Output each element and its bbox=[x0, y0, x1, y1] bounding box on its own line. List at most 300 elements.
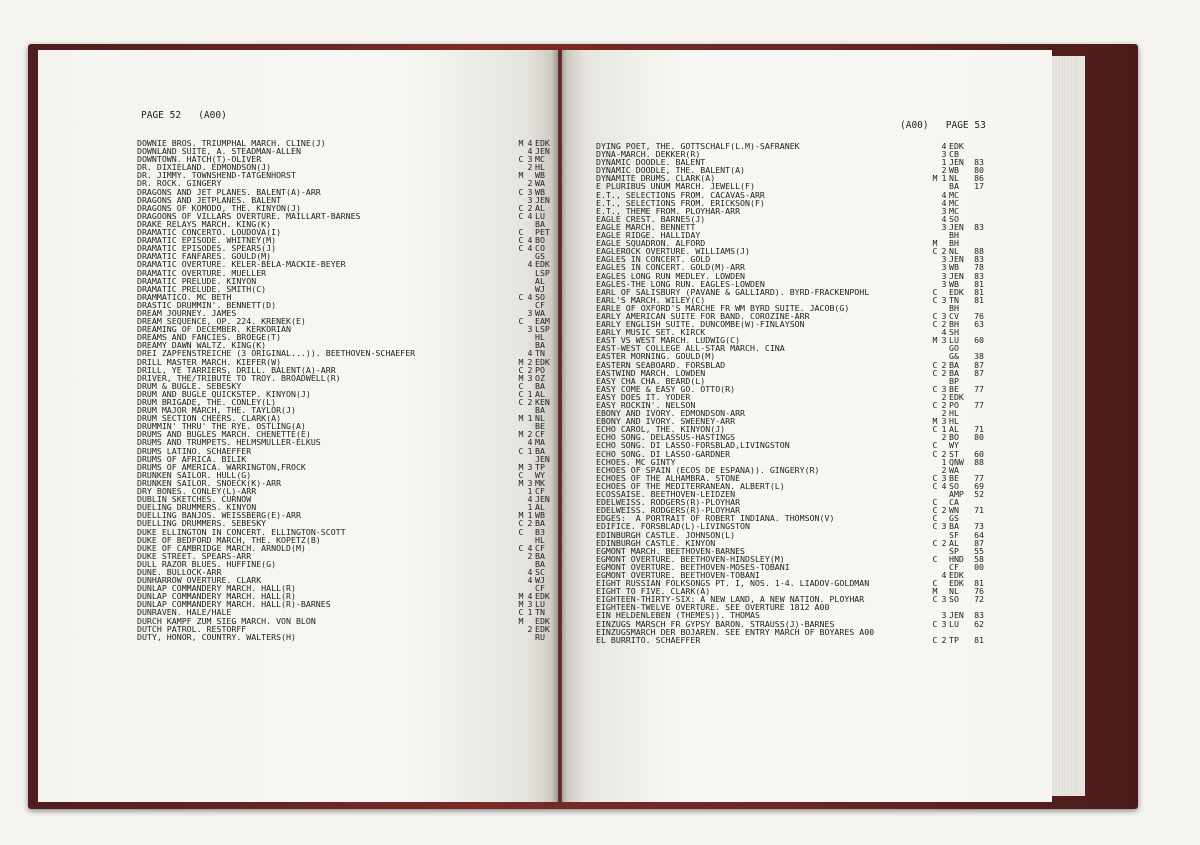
entry-publisher: BH bbox=[949, 319, 959, 330]
entry-title: DUKE OF BEDFORD MARCH, THE. KOPETZ(B) bbox=[137, 534, 321, 545]
entry-title: DREAM JOURNEY. JAMES bbox=[137, 307, 237, 318]
right-entries-list bbox=[596, 142, 1026, 644]
entry-title: DREI ZAPFENSTREICHE (3 ORIGINAL...)). BEETHOVEN-SCHAEFER bbox=[137, 348, 416, 359]
entry-title: DRUM SECTION CHEERS. CLARK(A) bbox=[137, 413, 282, 424]
entry-year: 62 bbox=[974, 618, 984, 629]
entry-title: DREAMING OF DECEMBER. KERKORIAN bbox=[137, 324, 291, 335]
entry-publisher: LU bbox=[535, 210, 545, 221]
entry-title: EAGLES LONG RUN MEDLEY. LOWDEN bbox=[596, 270, 746, 281]
entry-year: 87 bbox=[974, 367, 984, 378]
page-edges bbox=[1050, 56, 1085, 796]
entry-title: DRASTIC DRUMMIN'. BENNETT(D) bbox=[137, 299, 277, 310]
entry-title: EAGLE MARCH. BENNETT bbox=[596, 221, 696, 232]
entry-title: DRAMATIC CONCERTO. LOUDOVA(I) bbox=[137, 227, 282, 238]
entry-year: 58 bbox=[974, 553, 984, 564]
entry-title: EGMONT MARCH. BEETHOVEN-BARNES bbox=[596, 545, 746, 556]
entry-title: EARL OF SALISBURY (PAVANE & GALLIARD). BYRD-FRACKENPOHL bbox=[596, 286, 870, 297]
entry-code: C bbox=[932, 383, 938, 394]
entry-code: M bbox=[932, 173, 938, 184]
entry-year: 71 bbox=[974, 424, 984, 435]
entry-grade: 4 bbox=[941, 569, 947, 580]
entry-year: 81 bbox=[974, 278, 984, 289]
entry-title: DUKE OF CAMBRIDGE MARCH. ARNOLD(M) bbox=[137, 542, 306, 553]
entry-publisher: WA bbox=[535, 178, 545, 189]
entry-publisher: JEN bbox=[949, 157, 964, 168]
entry-title: EAGLES-THE LONG RUN. EAGLES-LOWDEN bbox=[596, 278, 765, 289]
entry-publisher: EDK bbox=[535, 356, 550, 367]
entry-title: EARLY ENGLISH SUITE. DUNCOMBE(W)-FINLAYSON bbox=[596, 319, 805, 330]
entry-publisher: EDK bbox=[535, 623, 550, 634]
entry-year: 88 bbox=[974, 456, 984, 467]
entry-publisher: BP bbox=[949, 375, 959, 386]
entry-grade: 4 bbox=[941, 327, 947, 338]
entry-publisher: EDK bbox=[535, 615, 550, 626]
entry-title: DRUM & BUGLE. SEBESKY bbox=[137, 380, 242, 391]
entry-publisher: BA bbox=[535, 518, 545, 529]
entry-title: DRUM BRIGADE, THE. CONLEY(L) bbox=[137, 397, 277, 407]
entry-publisher: SH bbox=[949, 327, 959, 338]
entry-year: 76 bbox=[974, 586, 984, 597]
entry-title: DREAMY DAWN WALTZ. KING(K) bbox=[137, 340, 267, 351]
entry-publisher: JEN bbox=[535, 146, 550, 157]
right-page bbox=[562, 50, 1052, 802]
entry-publisher: AMP bbox=[949, 489, 964, 500]
entry-year: 86 bbox=[974, 173, 984, 184]
entry-title: DRAMATIC PRELUDE. SMITH(C) bbox=[137, 283, 267, 294]
entry-year: 60 bbox=[974, 448, 984, 459]
entry-publisher: LSP bbox=[535, 324, 550, 335]
entry-grade: 4 bbox=[527, 348, 533, 359]
entry-publisher: TN bbox=[949, 294, 959, 305]
entry-code: C bbox=[932, 367, 938, 378]
entry-grade: 3 bbox=[941, 472, 947, 483]
entry-title: ECHO SONG. DI LASSO-GARDNER bbox=[596, 448, 731, 459]
entry-year: 71 bbox=[974, 505, 984, 516]
entry-publisher: RU bbox=[535, 631, 545, 642]
entry-code: C bbox=[518, 397, 524, 407]
entry-publisher: TP bbox=[535, 461, 545, 472]
entry-title: DRUNKEN SAILOR. SNOECK(K)-ARR bbox=[137, 477, 282, 488]
entry-publisher: BA bbox=[535, 405, 545, 416]
entry-publisher: JEN bbox=[535, 194, 550, 205]
entry-publisher: ST bbox=[949, 448, 959, 459]
entry-title: EAST-WEST COLLEGE ALL-STAR MARCH. CINA bbox=[596, 343, 785, 354]
entry-title: EGMONT OVERTURE. BEETHOVEN-MOSES-TOBANI bbox=[596, 561, 790, 572]
entry-title: DOWNTOWN. HATCH(T)-OLIVER bbox=[137, 154, 262, 165]
entry-title: DRILL MASTER MARCH. KIEFER(W) bbox=[137, 356, 282, 367]
entry-title: DRUMS LATINO. SCHAEFFER bbox=[137, 445, 252, 456]
entry-title: DRAGONS AND JETPLANES. BALENT bbox=[137, 194, 282, 205]
entry-title: DYNA-MARCH. DEKKER(R) bbox=[596, 149, 701, 160]
entry-title: DRIVER, THE/TRIBUTE TO TROY. BROADWELL(R) bbox=[137, 372, 341, 383]
entry-title: DUBLIN SKETCHES. CURNOW bbox=[137, 494, 252, 505]
entry-title: DR. DIXIELAND. EDMONDSON(J) bbox=[137, 162, 272, 173]
entry-grade: 1 bbox=[527, 502, 533, 513]
entry-title: DUNRAVEN. HALE/HALE bbox=[137, 607, 232, 618]
entry-title: DUTCH PATROL. RESTORFF bbox=[137, 623, 247, 634]
entry-publisher: WB bbox=[535, 170, 545, 181]
entry-code: C bbox=[518, 316, 524, 327]
entry-publisher: PET bbox=[535, 227, 550, 238]
entry-code: M bbox=[518, 510, 524, 521]
entry-code: C bbox=[932, 359, 938, 370]
entry-code: C bbox=[932, 497, 938, 508]
entry-title: DRUNKEN SAILOR. HULL(G) bbox=[137, 469, 252, 480]
entry-publisher: JEN bbox=[535, 453, 550, 464]
entry-publisher: HL bbox=[535, 534, 545, 545]
entry-grade: 2 bbox=[941, 319, 947, 330]
entry-year: 87 bbox=[974, 537, 984, 548]
entry-grade: 2 bbox=[941, 391, 947, 402]
entry-publisher: JEN bbox=[949, 610, 964, 621]
entry-code: C bbox=[518, 243, 524, 254]
left-entries-list bbox=[137, 139, 567, 641]
entry-publisher: SO bbox=[949, 594, 959, 605]
entry-publisher: LU bbox=[949, 618, 959, 629]
entry-title: DRAGOONS OF VILLARS OVERTURE. MAILLART-BARNES bbox=[137, 210, 361, 221]
entry-year: 81 bbox=[974, 578, 984, 589]
entry-year: 17 bbox=[974, 181, 984, 192]
entry-publisher: PO bbox=[535, 364, 545, 375]
entry-code: C bbox=[518, 542, 524, 553]
entry-publisher: PO bbox=[949, 400, 959, 410]
entry-publisher: SF bbox=[949, 529, 959, 540]
entry-grade: 1 bbox=[527, 510, 533, 521]
entry-title: EGMONT OVERTURE. BEETHOVEN-TOBANI bbox=[596, 569, 760, 580]
entry-grade: 4 bbox=[941, 480, 947, 491]
entry-publisher: EDK bbox=[949, 569, 964, 580]
entry-publisher: BA bbox=[535, 550, 545, 561]
entry-publisher: SC bbox=[535, 566, 545, 577]
entry-title: DR. JIMMY. TOWNSHEND-TATGENHORST bbox=[137, 170, 296, 181]
entry-year: 69 bbox=[974, 480, 984, 491]
entry-publisher: MC bbox=[949, 189, 959, 200]
entry-title: DRILL, YE TARRIERS, DRILL. BALENT(A)-ARR bbox=[137, 364, 336, 375]
entry-title: DRAMATIC EPISODE. WHITNEY(M) bbox=[137, 235, 277, 246]
entry-publisher: NL bbox=[949, 173, 959, 184]
entry-code: M bbox=[518, 356, 524, 367]
entry-code: C bbox=[932, 472, 938, 483]
entry-title: EDIFICE. FORSBLAD(L)-LIVINGSTON bbox=[596, 521, 750, 532]
entry-grade: 4 bbox=[527, 291, 533, 302]
entry-title: EASY COME & EASY GO. OTTO(R) bbox=[596, 383, 736, 394]
entry-publisher: AL bbox=[949, 424, 959, 435]
entry-title: DYNAMITE DRUMS. CLARK(A) bbox=[596, 173, 716, 184]
entry-publisher: WY bbox=[949, 440, 959, 451]
entry-year: 88 bbox=[974, 246, 984, 257]
entry-code: C bbox=[932, 440, 938, 451]
entry-grade: 4 bbox=[527, 575, 533, 586]
left-page-header: PAGE 52 (A00) bbox=[141, 110, 227, 121]
entry-publisher: G& bbox=[949, 351, 959, 362]
entry-publisher: BA bbox=[535, 558, 545, 569]
entry-grade: 3 bbox=[941, 205, 947, 216]
entry-grade: 3 bbox=[527, 477, 533, 488]
entry-grade: 3 bbox=[941, 610, 947, 621]
entry-year: 83 bbox=[974, 221, 984, 232]
entry-grade: 4 bbox=[941, 197, 947, 208]
entry-publisher: BA bbox=[535, 445, 545, 456]
entry-publisher: BA bbox=[949, 181, 959, 192]
entry-code: C bbox=[932, 286, 938, 297]
entry-code: C bbox=[518, 526, 524, 537]
entry-grade: 1 bbox=[941, 424, 947, 435]
entry-grade: 3 bbox=[941, 310, 947, 321]
entry-publisher: TN bbox=[535, 607, 545, 618]
entry-grade: 3 bbox=[527, 154, 533, 165]
entry-title: DUNLAP COMMANDERY MARCH. HALL(R)-BARNES bbox=[137, 599, 331, 610]
entry-title: EAGLE RIDGE. HALLIDAY bbox=[596, 230, 701, 241]
entry-code: M bbox=[518, 170, 524, 181]
entry-grade: 1 bbox=[527, 388, 533, 399]
entry-publisher: WB bbox=[535, 510, 545, 521]
entry-title: EARLE OF OXFORD'S MARCHE FR WM BYRD SUITE. JACOB(G) bbox=[596, 302, 850, 313]
entry-title: EIGHT TO FIVE. CLARK(A) bbox=[596, 586, 711, 597]
entry-grade: 2 bbox=[941, 464, 947, 475]
entry-publisher: BH bbox=[949, 230, 959, 241]
entry-publisher: JEN bbox=[949, 221, 964, 232]
entry-title: DURCH KAMPF ZUM SIEG MARCH. VON BLON bbox=[137, 615, 316, 626]
entry-code: C bbox=[932, 400, 938, 410]
entry-publisher: BO bbox=[535, 235, 545, 246]
entry-publisher: QNW bbox=[949, 456, 964, 467]
entry-title: DUELING DRUMMERS. KINYON bbox=[137, 502, 257, 513]
entry-title: E.T., SELECTIONS FROM. CACAVAS-ARR bbox=[596, 189, 765, 200]
entry-code: C bbox=[518, 388, 524, 399]
entry-code: M bbox=[518, 138, 524, 148]
entry-grade: 2 bbox=[941, 408, 947, 419]
entry-title: DRAGONS OF KOMODO, THE. KINYON(J) bbox=[137, 202, 301, 213]
entry-title: ECHOES OF THE MEDITERRANEAN. ALBERT(L) bbox=[596, 480, 785, 491]
entry-title: EBONY AND IVORY. SWEENEY-ARR bbox=[596, 416, 736, 427]
entry-title: DUNHARROW OVERTURE. CLARK bbox=[137, 575, 262, 586]
entry-title: EASY DOES IT. YODER bbox=[596, 391, 691, 402]
entry-grade: 4 bbox=[941, 189, 947, 200]
entry-publisher: CF bbox=[535, 299, 545, 310]
entry-grade: 4 bbox=[527, 243, 533, 254]
entry-grade: 3 bbox=[527, 186, 533, 197]
entry-publisher: HND bbox=[949, 553, 964, 564]
entry-title: DRUMS OF AFRICA. BILIK bbox=[137, 453, 247, 464]
entry-grade: 3 bbox=[941, 254, 947, 265]
entry-grade: 3 bbox=[941, 618, 947, 629]
entry-title: EASTWIND MARCH. LOWDEN bbox=[596, 367, 706, 378]
entry-title: E PLURIBUS UNUM MARCH. JEWELL(F) bbox=[596, 181, 755, 192]
entry-grade: 4 bbox=[527, 235, 533, 246]
entry-grade: 4 bbox=[941, 141, 947, 151]
entry-title: DUKE STREET. SPEARS-ARR bbox=[137, 550, 252, 561]
entry-year: 73 bbox=[974, 521, 984, 532]
entry-publisher: BE bbox=[949, 472, 959, 483]
entry-code: C bbox=[518, 202, 524, 213]
entry-code: C bbox=[932, 513, 938, 524]
entry-title: EASTER MORNING. GOULD(M) bbox=[596, 351, 716, 362]
entry-code: C bbox=[518, 469, 524, 480]
entry-grade: 1 bbox=[527, 413, 533, 424]
entry-title: DUNLAP COMMANDERY MARCH. HALL(R) bbox=[137, 591, 296, 602]
entry-code: M bbox=[518, 429, 524, 440]
entry-title: DRAMATIC EPISODES. SPEARS(J) bbox=[137, 243, 277, 254]
entry-title: DRAGONS AND JET PLANES. BALENT(A)-ARR bbox=[137, 186, 321, 197]
entry-publisher: SO bbox=[949, 213, 959, 224]
entry-title: EARL'S MARCH. WILEY(C) bbox=[596, 294, 706, 305]
entry-publisher: LU bbox=[949, 335, 959, 346]
entry-title: EAGLES IN CONCERT. GOLD(M)-ARR bbox=[596, 262, 746, 273]
book-gutter bbox=[551, 50, 567, 802]
entry-title: DUELLING BANJOS. WEISSBERG(E)-ARR bbox=[137, 510, 301, 521]
entry-publisher: CF bbox=[535, 542, 545, 553]
entry-title: DRUMMIN' THRU' THE RYE. OSTLING(A) bbox=[137, 421, 306, 432]
entry-year: 78 bbox=[974, 262, 984, 273]
entry-title: EIGHT RUSSIAN FOLKSONGS PT. I, NOS. 1-4. LIADOV-GOLDMAN bbox=[596, 578, 870, 589]
entry-code: C bbox=[518, 235, 524, 246]
entry-year: 80 bbox=[974, 432, 984, 443]
entry-code: M bbox=[518, 591, 524, 602]
entry-grade: 2 bbox=[941, 505, 947, 516]
entry-publisher: CF bbox=[535, 583, 545, 594]
entry-publisher: CB bbox=[949, 149, 959, 160]
entry-grade: 2 bbox=[941, 634, 947, 645]
entry-grade: 3 bbox=[941, 149, 947, 160]
entry-publisher: NL bbox=[949, 586, 959, 597]
entry-code: C bbox=[932, 553, 938, 564]
entry-title: DUELLING DRUMMERS. SEBESKY bbox=[137, 518, 267, 529]
entry-grade: 2 bbox=[941, 400, 947, 410]
entry-grade: 2 bbox=[941, 367, 947, 378]
entry-publisher: NL bbox=[949, 246, 959, 257]
entry-publisher: MK bbox=[535, 477, 545, 488]
entry-publisher: BH bbox=[949, 302, 959, 313]
entry-grade: 4 bbox=[527, 210, 533, 221]
entry-grade: 4 bbox=[527, 566, 533, 577]
entry-publisher: CF bbox=[949, 561, 959, 572]
entry-year: 63 bbox=[974, 319, 984, 330]
entry-year: 81 bbox=[974, 634, 984, 645]
entry-title: EASTERN SEABOARD. FORSBLAD bbox=[596, 359, 726, 370]
entry-publisher: MC bbox=[949, 197, 959, 208]
entry-title: DRY BONES. CONLEY(L)-ARR bbox=[137, 486, 257, 497]
entry-publisher: BA bbox=[535, 218, 545, 229]
entry-grade: 3 bbox=[941, 278, 947, 289]
entry-title: EAGLE CREST. BARNES(J) bbox=[596, 213, 706, 224]
entry-publisher: AL bbox=[535, 388, 545, 399]
entry-publisher: CF bbox=[535, 429, 545, 440]
entry-title: E.T., SELECTIONS FROM. ERICKSON(F) bbox=[596, 197, 765, 208]
entry-code: C bbox=[518, 364, 524, 375]
entry-title: DRUMS AND TRUMPETS. HELMSMULLER-ELKUS bbox=[137, 437, 321, 448]
entry-title: E.T., THEME FROM. PLOYHAR-ARR bbox=[596, 205, 741, 216]
entry-title: DUKE ELLINGTON IN CONCERT. ELLINGTON-SCOTT bbox=[137, 526, 346, 537]
entry-year: 00 bbox=[974, 561, 984, 572]
entry-publisher: JEN bbox=[949, 254, 964, 265]
entry-grade: 3 bbox=[941, 294, 947, 305]
entry-year: 83 bbox=[974, 254, 984, 265]
entry-code: M bbox=[518, 615, 524, 626]
entry-title: DRAMATIC OVERTURE. MUELLER bbox=[137, 267, 267, 278]
entry-code: C bbox=[932, 505, 938, 516]
entry-publisher: AL bbox=[535, 502, 545, 513]
entry-publisher: HL bbox=[949, 408, 959, 419]
entry-publisher: WY bbox=[535, 469, 545, 480]
entry-year: 77 bbox=[974, 472, 984, 483]
entry-grade: 2 bbox=[941, 448, 947, 459]
entry-publisher: EDK bbox=[535, 259, 550, 270]
entry-title: DRUMS AND BUGLES MARCH. CHENETTE(E) bbox=[137, 429, 311, 440]
entry-publisher: MA bbox=[535, 437, 545, 448]
entry-publisher: CO bbox=[535, 243, 545, 254]
entry-publisher: HL bbox=[949, 416, 959, 427]
entry-title: DREAMS AND FANCIES. BROEGE(T) bbox=[137, 332, 282, 343]
entry-code: M bbox=[518, 477, 524, 488]
entry-title: DYING POET, THE. GOTTSCHALF(L.M)-SAFRANEK bbox=[596, 141, 800, 151]
entry-title: DOWNIE BROS. TRIUMPHAL MARCH. CLINE(J) bbox=[137, 138, 326, 148]
entry-grade: 1 bbox=[941, 157, 947, 168]
entry-publisher: WN bbox=[949, 505, 959, 516]
entry-year: 64 bbox=[974, 529, 984, 540]
entry-grade: 1 bbox=[527, 445, 533, 456]
entry-year: 83 bbox=[974, 610, 984, 621]
entry-title: EDINBURGH CASTLE. JOHNSON(L) bbox=[596, 529, 736, 540]
entry-year: 81 bbox=[974, 294, 984, 305]
entry-year: 83 bbox=[974, 157, 984, 168]
entry-publisher: EDK bbox=[949, 578, 964, 589]
entry-year: 77 bbox=[974, 383, 984, 394]
entry-title: EGMONT OVERTURE. BEETHOVEN-HINDSLEY(M) bbox=[596, 553, 785, 564]
entry-publisher: JEN bbox=[535, 494, 550, 505]
entry-title: DRAMATIC PRELUDE. KINYON bbox=[137, 275, 257, 286]
entry-title: ECHOES OF THE ALHAMBRA. STONE bbox=[596, 472, 741, 483]
entry-title: EIN HELDENLEBEN (THEMES)). THOMAS bbox=[596, 610, 760, 621]
entry-publisher: BA bbox=[949, 359, 959, 370]
entry-grade: 2 bbox=[527, 356, 533, 367]
entry-year: 72 bbox=[974, 594, 984, 605]
entry-code: C bbox=[932, 294, 938, 305]
entry-publisher: WB bbox=[949, 278, 959, 289]
entry-publisher: AL bbox=[535, 275, 545, 286]
entry-publisher: EDK bbox=[535, 138, 550, 148]
entry-title: EDGES: A PORTRAIT OF ROBERT INDIANA. THOMSON(V) bbox=[596, 513, 835, 524]
entry-title: EDELWEISS. RODGERS(R)-PLOYHAR bbox=[596, 497, 741, 508]
entry-code: C bbox=[932, 319, 938, 330]
entry-code: M bbox=[518, 372, 524, 383]
entry-code: C bbox=[932, 246, 938, 257]
entry-title: DRAMATIC OVERTURE. KELER-BELA-MACKIE-BEYER bbox=[137, 259, 346, 270]
entry-grade: 4 bbox=[527, 146, 533, 157]
entry-title: ECOSSAISE. BEETHOVEN-LEIDZEN bbox=[596, 489, 736, 500]
entry-grade: 2 bbox=[527, 364, 533, 375]
entry-code: M bbox=[518, 413, 524, 424]
entry-code: C bbox=[932, 480, 938, 491]
entry-title: DRUM MAJOR MARCH, THE. TAYLOR(J) bbox=[137, 405, 296, 416]
entry-code: C bbox=[932, 310, 938, 321]
entry-grade: 4 bbox=[527, 542, 533, 553]
entry-title: EIGHTEEN-THIRTY-SIX: A NEW LAND, A NEW NATION. PLOYHAR bbox=[596, 594, 865, 605]
entry-title: EBONY AND IVORY. EDMONDSON-ARR bbox=[596, 408, 746, 419]
entry-year: 83 bbox=[974, 270, 984, 281]
entry-title: EAGLE SQUADRON. ALFORD bbox=[596, 238, 706, 249]
entry-title: EARLY AMERICAN SUITE FOR BAND. COROZINE-ARR bbox=[596, 310, 810, 321]
entry-publisher: AL bbox=[949, 537, 959, 548]
entry-publisher: BA bbox=[535, 340, 545, 351]
entry-publisher: BO bbox=[949, 432, 959, 443]
entry-row bbox=[137, 633, 567, 641]
entry-code: C bbox=[932, 618, 938, 629]
entry-code: C bbox=[518, 210, 524, 221]
entry-year: 80 bbox=[974, 165, 984, 176]
entry-code: M bbox=[932, 416, 938, 427]
entry-code: C bbox=[932, 578, 938, 589]
entry-publisher: EDK bbox=[949, 286, 964, 297]
